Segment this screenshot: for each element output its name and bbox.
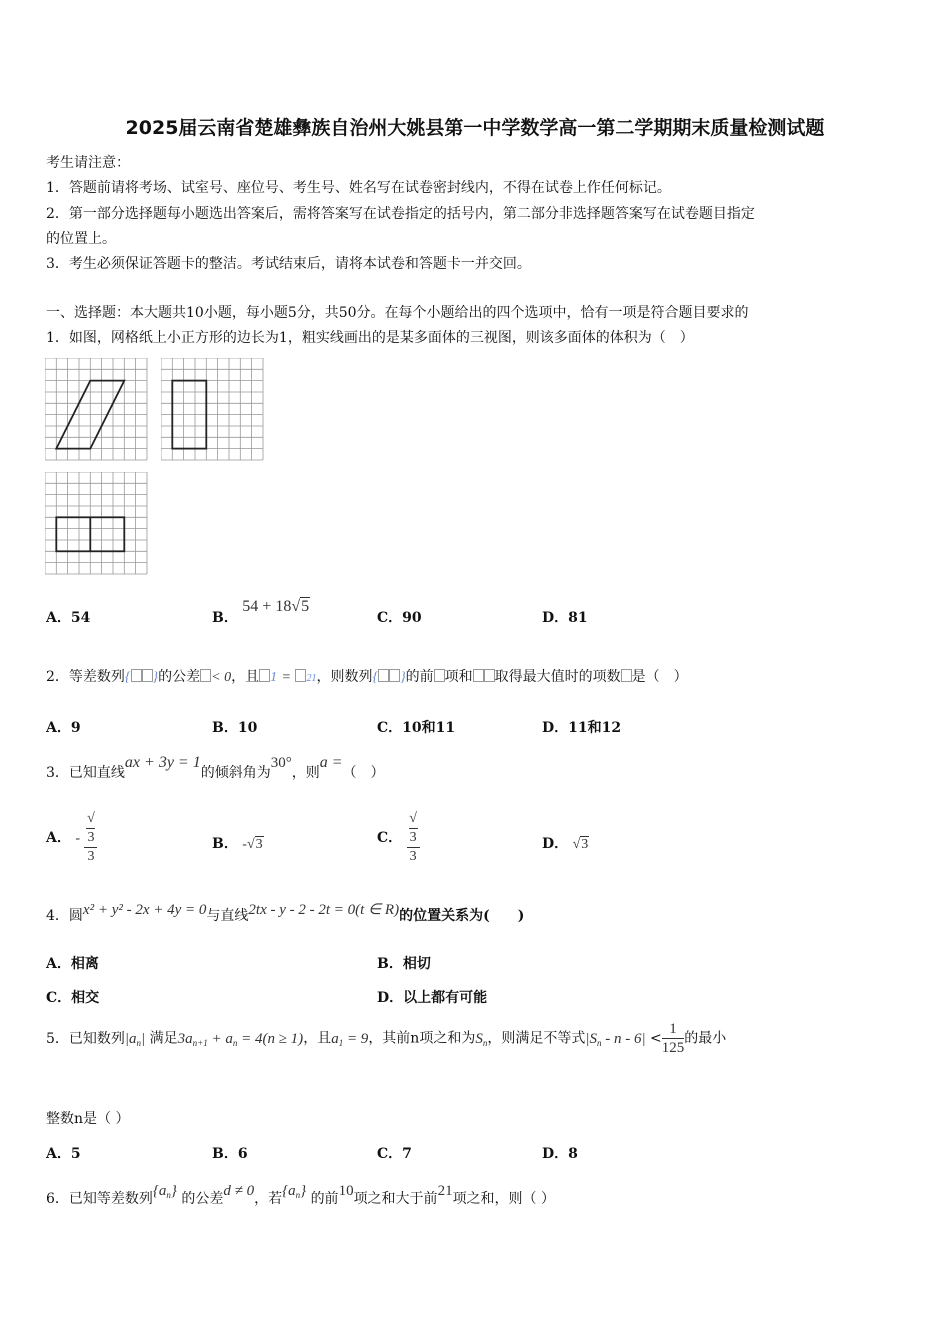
q1-option-a: A．54 [46,610,91,626]
q2-option-c: C．10和11 [377,720,456,736]
section-heading: 一、选择题：本大题共10小题，每小题5分，共50分。在每个小题给出的四个选项中，恰有一项是符合题目要求的 [46,305,749,321]
q1-option-d: D．81 [542,610,588,626]
notice-item-1: 1．答题前请将考场、试室号、座位号、考生号、姓名写在试卷密封线内，不得在试卷上作任何标记。 [46,180,671,196]
q3-option-b: B． -√3 [212,836,263,852]
q2-option-b: B．10 [212,720,258,736]
q4-option-a: A．相离 [46,956,99,972]
page-title: 2025届云南省楚雄彝族自治州大姚县第一中学数学高一第二学期期末质量检测试题 [125,117,825,139]
question-3-stem: 3．已知直线ax + 3y = 1的倾斜角为30°，则a =（ ） [46,754,385,781]
q5-option-c: C．7 [377,1146,412,1162]
top-view-grid [45,472,150,577]
question-5-cont: 整数n是（ ） [46,1111,130,1127]
q3-option-c: C． √ 3 3 [377,810,420,866]
notice-item-3: 3．考生必须保证答题卡的整洁。考试结束后，请将本试卷和答题卡一并交回。 [46,256,531,272]
notice-item-2: 2．第一部分选择题每小题选出答案后，需将答案写在试卷指定的括号内，第二部分非选择题答案写在试卷题目指定 [46,206,755,222]
q4-option-d: D．以上都有可能 [377,990,488,1006]
question-1-stem: 1．如图，网格纸上小正方形的边长为1，粗实线画出的是某多面体的三视图，则该多面体的体积为（ ） [46,330,694,346]
front-view-grid [45,358,150,463]
q5-option-a: A．5 [46,1146,81,1162]
q5-option-d: D．8 [542,1146,578,1162]
question-5-stem: 5．已知数列$|a_n|$ 满足$3a_{n+1} + a_n = 4(n \ge 1)$，且$a_1 = 9$，其前n项之和为$S_n$，则满足不等式$|S_n$ - n - 6| < $\frac{1}{125}$ 的最小 [46,1021,727,1056]
q1-option-b: B． 54 + 18√5 [212,598,310,626]
q4-option-b: B．相切 [377,956,431,972]
q3-option-a: A． - √ 3 3 [46,810,97,866]
notice-item-2-cont: 的位置上。 [46,231,116,247]
q4-option-c: C．相交 [46,990,100,1006]
q1-option-c: C．90 [377,610,422,626]
question-4-stem: 4．圆x² + y² - 2x + 4y = 0与直线2tx - y - 2 - 2t = 0(t ∈ R)的位置关系为( ) [46,902,525,924]
q2-option-a: A．9 [46,720,81,736]
q3-option-d: D． √3 [542,836,589,852]
question-2-stem: 2．等差数列{ }的公差 < 0，且 1 = 21，则数列{ }的前 项和 取得最大值时的项数 是（ ） [46,669,688,685]
q5-option-b: B．6 [212,1146,248,1162]
side-view-grid [161,358,266,463]
question-6-stem: 6．已知等差数列$\{a_n\}$ 的公差d ≠ 0，若$\{a_n\}$ 的前10项之和大于前21项之和，则（ ） [46,1183,556,1207]
q2-option-d: D．11和12 [542,720,622,736]
notice-heading: 考生请注意： [46,155,130,171]
